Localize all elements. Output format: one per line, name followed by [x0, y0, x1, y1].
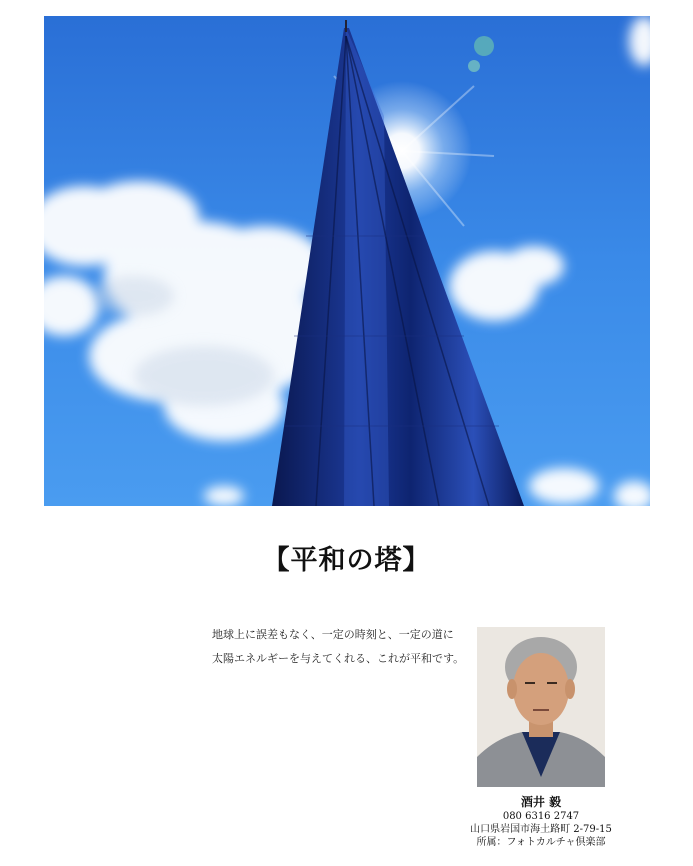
- author-info: [470, 794, 612, 849]
- page-title: 【平和の塔】: [262, 545, 431, 576]
- body-text: [212, 623, 465, 671]
- author-portrait: [477, 627, 605, 787]
- author-name: 酒井 毅: [520, 795, 562, 809]
- author-affiliation: 所属：フォトカルチャ倶楽部: [476, 837, 606, 848]
- author-address: 山口県岩国市海土路町 2-79-15: [470, 824, 612, 835]
- body-line: 太陽エネルギーを与えてくれる、これが平和です。: [212, 652, 465, 665]
- author-phone: 080 6316 2747: [502, 811, 580, 822]
- tower-photo: [44, 16, 650, 506]
- body-line: 地球上に誤差もなく、一定の時刻と、一定の道に: [212, 628, 454, 641]
